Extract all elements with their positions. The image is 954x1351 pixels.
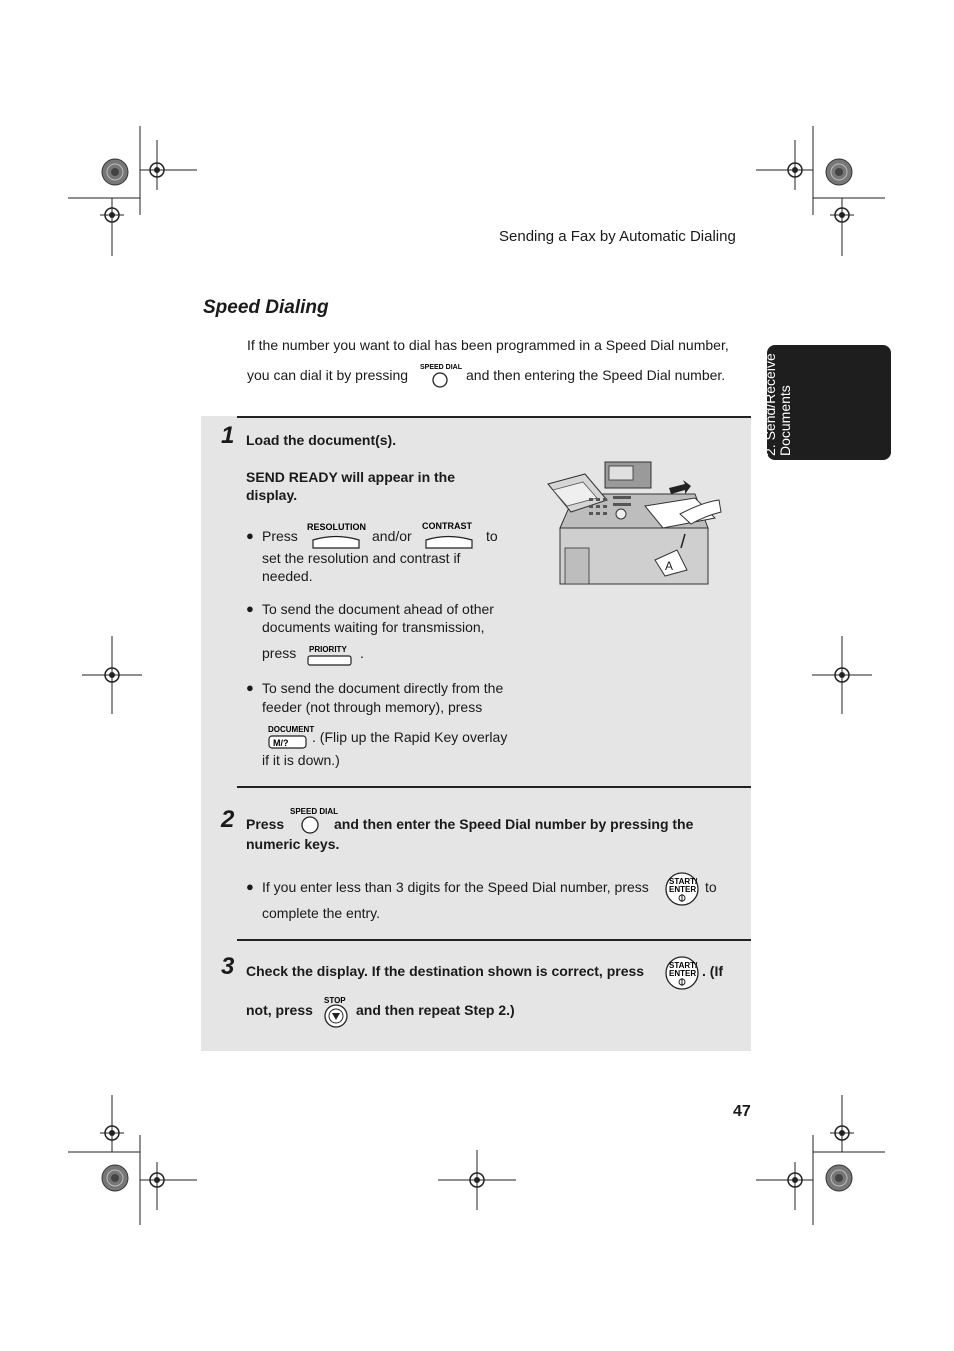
intro-line-2-start: you can dial it by pressing — [247, 367, 409, 383]
step-3-line-1: Check the display. If the destination shown is correct, press — [246, 963, 645, 979]
intro-line-1: If the number you want to dial has been programmed in a Speed Dial number, — [247, 337, 729, 353]
bullet-c-after: . (Flip up the Rapid Key overlay — [312, 729, 508, 745]
svg-text:ENTER: ENTER — [669, 969, 697, 978]
side-tab-line-2: Documents — [777, 385, 793, 456]
intro-line-2-end: and then entering the Speed Dial number. — [466, 367, 726, 383]
chapter-side-tab — [762, 345, 891, 460]
bullet-a-press: Press — [262, 528, 298, 544]
bullet-c-line-4: if it is down.) — [262, 752, 340, 768]
step-1-note-line-2: display. — [246, 487, 298, 503]
step-3-line-1-end: . (If — [702, 963, 723, 979]
step-2-bullet-line-1: If you enter less than 3 digits for the Speed Dial number, press — [262, 879, 649, 895]
bullet-b-line-2: documents waiting for transmission, — [262, 619, 485, 635]
bullet-a-line-2: set the resolution and contrast if — [262, 550, 461, 566]
bullet-b-line-1: To send the document ahead of other — [262, 601, 494, 617]
bullet-b-period: . — [360, 645, 364, 661]
step-2-bullet-to: to — [705, 879, 717, 895]
step-1-note-line-1: SEND READY will appear in the — [246, 469, 456, 485]
page-number: 47 — [733, 1103, 751, 1120]
step-2-number: 2 — [221, 806, 235, 833]
side-tab-line-1: 2. Send/Receive — [762, 353, 778, 456]
step-1-number: 1 — [221, 422, 235, 449]
step-1-heading: Load the document(s). — [246, 432, 397, 448]
divider — [237, 939, 751, 941]
speed-dial-key-icon — [419, 362, 461, 395]
page-header: Sending a Fax by Automatic Dialing — [499, 228, 736, 245]
svg-text:A: A — [665, 559, 674, 573]
svg-text:START/: START/ — [669, 961, 698, 970]
svg-text:M/?: M/? — [273, 738, 289, 748]
svg-text:RESOLUTION: RESOLUTION — [307, 522, 367, 532]
step-2-line-2: numeric keys. — [246, 836, 340, 852]
svg-text:ENTER: ENTER — [669, 885, 697, 894]
stop-key-icon — [322, 993, 352, 1034]
bullet-a-andor: and/or — [372, 528, 412, 544]
svg-text:START/: START/ — [669, 877, 698, 886]
svg-text:STOP: STOP — [324, 996, 346, 1005]
section-title: Speed Dialing — [203, 297, 329, 318]
step-2-line-1: and then enter the Speed Dial number by pressing the — [334, 816, 694, 832]
start-enter-key-icon — [663, 956, 703, 995]
bullet-b-press: press — [262, 645, 297, 661]
step-2-bullet-line-2: complete the entry. — [262, 905, 381, 921]
divider — [237, 416, 751, 418]
svg-text:CONTRAST: CONTRAST — [422, 521, 472, 531]
bullet-c-line-2: feeder (not through memory), press — [262, 699, 483, 715]
svg-text:SPEED DIAL: SPEED DIAL — [420, 364, 463, 371]
bullet-a-to: to — [486, 528, 498, 544]
step-3-number: 3 — [221, 953, 235, 980]
step-3-line-2-start: not, press — [246, 1002, 313, 1018]
step-3-line-2-end: and then repeat Step 2.) — [356, 1002, 515, 1018]
divider — [237, 786, 751, 788]
priority-key-icon — [306, 643, 356, 672]
step-2-press: Press — [246, 816, 285, 832]
svg-text:PRIORITY: PRIORITY — [309, 645, 347, 654]
fax-machine-illustration — [545, 458, 723, 584]
starburst-mark — [102, 159, 128, 185]
start-enter-key-icon — [663, 872, 703, 911]
bullet-c-line-1: To send the document directly from the — [262, 680, 504, 696]
svg-text:DOCUMENT: DOCUMENT — [268, 725, 315, 734]
svg-text:SPEED DIAL: SPEED DIAL — [290, 807, 339, 816]
bullet-a-line-3: needed. — [262, 568, 313, 584]
